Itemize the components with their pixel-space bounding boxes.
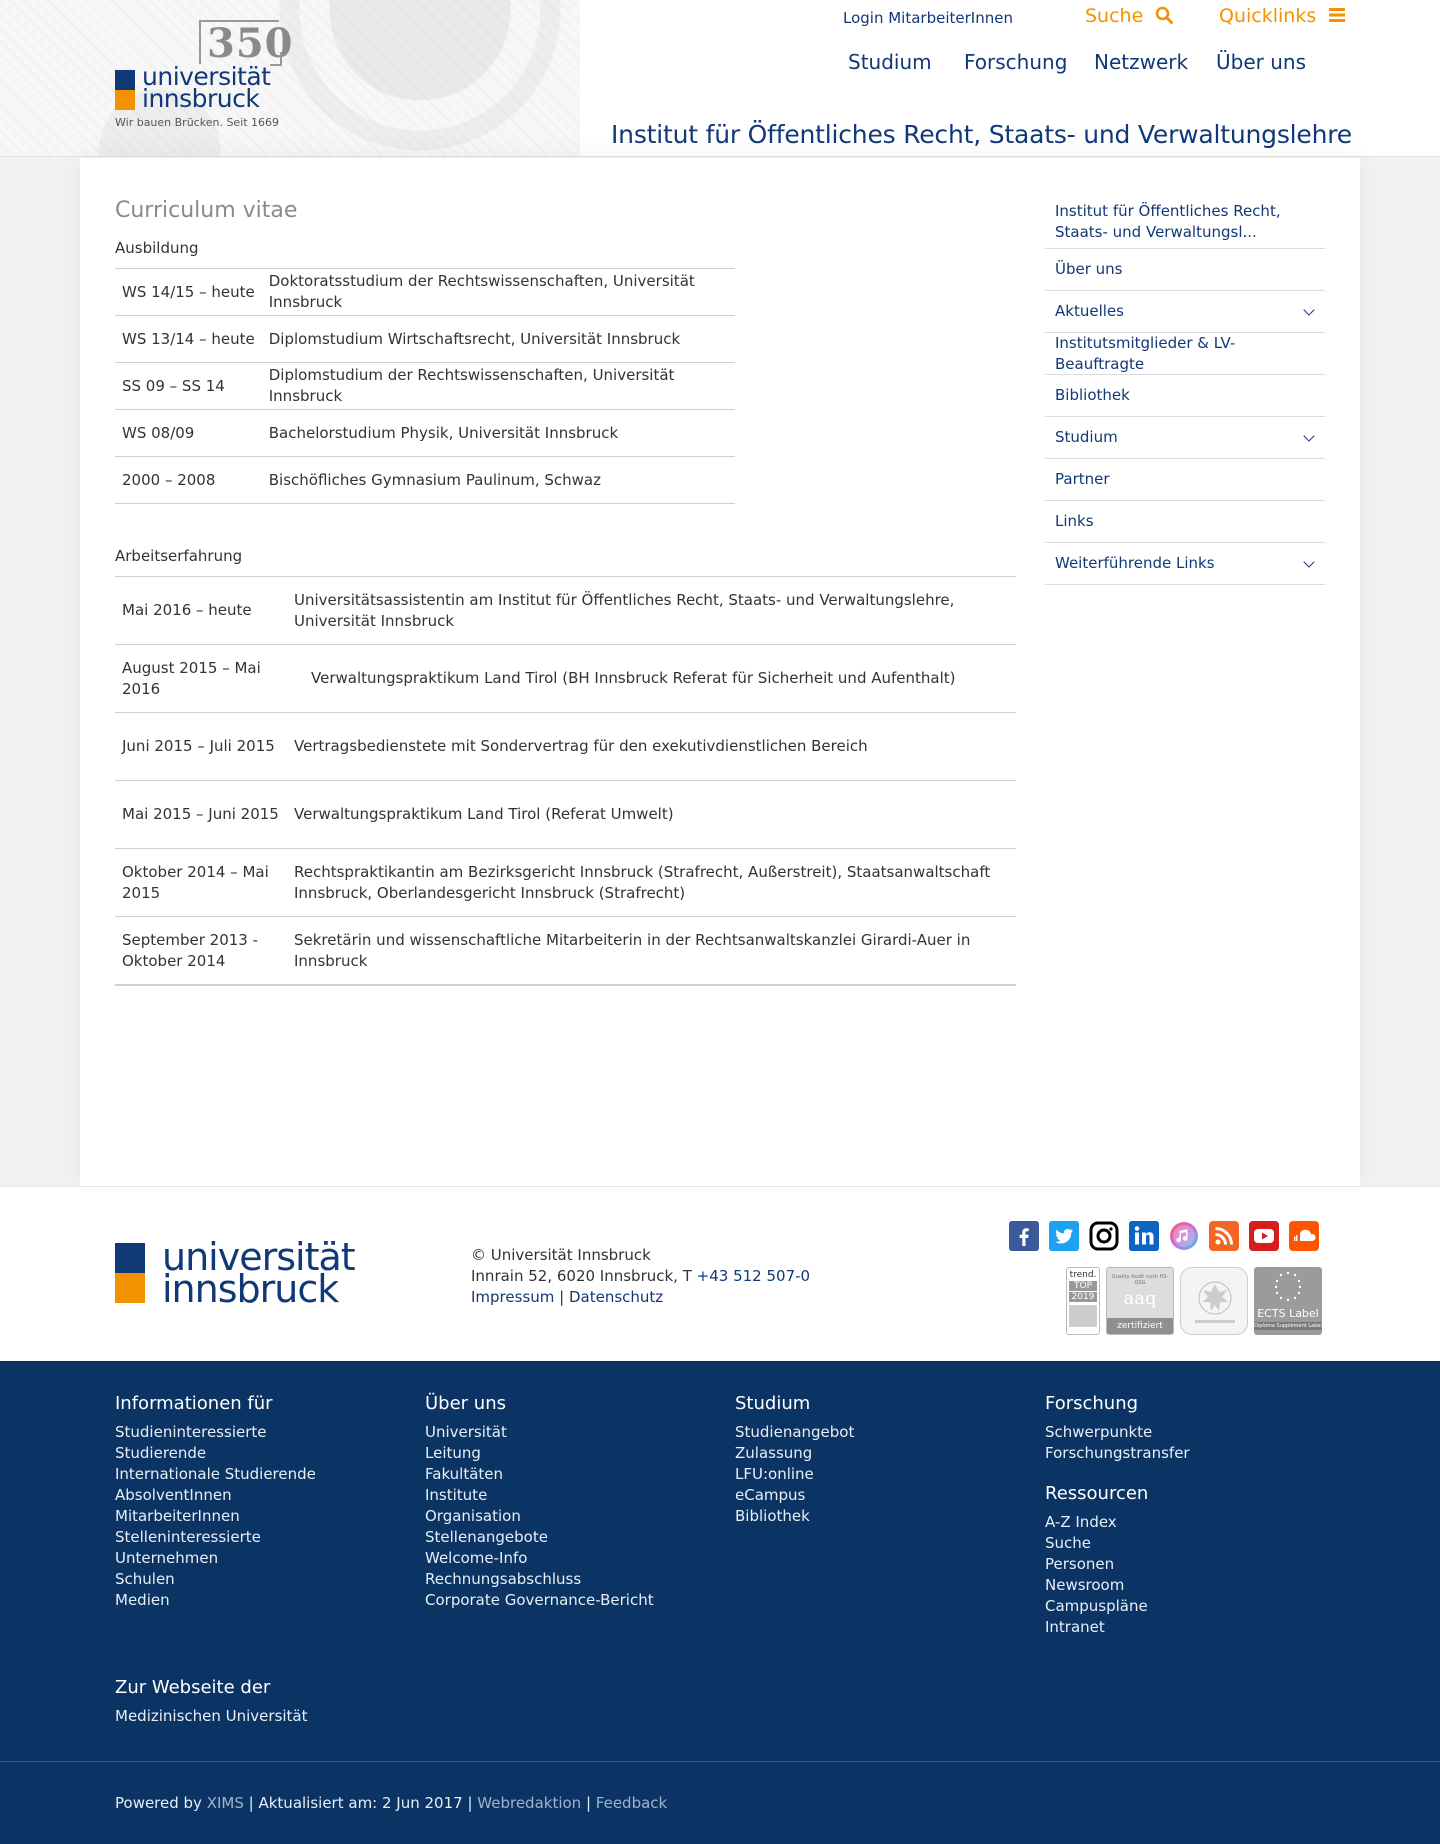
footer-logo-line1: universität — [162, 1235, 355, 1279]
footer-link[interactable]: Corporate Governance-Bericht — [425, 1591, 654, 1609]
education-text: Bachelorstudium Physik, Universität Innsbruck — [268, 423, 619, 442]
aaq-logo: aaq — [1123, 1288, 1157, 1309]
footer-address — [471, 1245, 810, 1308]
work-date: August 2015 – Mai 2016 — [122, 658, 261, 698]
education-date: WS 13/14 – heute — [122, 329, 255, 348]
sidebar-item-label: Aktuelles — [1055, 302, 1124, 320]
footer-link[interactable]: Rechnungsabschluss — [425, 1570, 582, 1588]
sidebar-item-bibliothek[interactable] — [1045, 375, 1325, 417]
trend-year: 2019 — [1069, 1292, 1097, 1302]
logo-blue-square — [115, 1243, 145, 1273]
footer-link[interactable]: Schwerpunkte — [1045, 1423, 1153, 1441]
footer-link[interactable]: LFU:online — [735, 1465, 814, 1483]
trend-top: TOP — [1069, 1281, 1097, 1291]
sidebar-item-label: Institut für Öffentliches Recht, Staats- und Verwaltungsl... — [1055, 202, 1281, 241]
work-date: Juni 2015 – Juli 2015 — [122, 737, 275, 755]
footer-column-title: Über uns — [425, 1393, 506, 1414]
education-table — [115, 268, 735, 504]
quicklinks-label: Quicklinks — [1219, 5, 1317, 27]
footer-link[interactable]: Zulassung — [735, 1444, 813, 1462]
soundcloud-icon[interactable] — [1289, 1221, 1319, 1251]
work-text: Rechtspraktikantin am Bezirksgericht Innsbruck (Strafrecht, Außerstreit), Staatsanwaltschaft Innsbruck, Oberlandesgericht Innsbruck (Strafrecht) — [294, 862, 991, 902]
table-bottom-divider — [115, 985, 1016, 986]
table-row — [115, 457, 735, 504]
footer-column-ueber-uns — [425, 1392, 654, 1611]
footer-link[interactable]: A-Z Index — [1045, 1513, 1117, 1531]
footer-column-studium — [735, 1392, 854, 1527]
footer-link[interactable]: Leitung — [425, 1444, 481, 1462]
feedback-link[interactable]: Feedback — [595, 1794, 668, 1812]
rss-icon[interactable] — [1209, 1221, 1239, 1251]
table-row — [115, 781, 1016, 849]
work-date: September 2013 - Oktober 2014 — [122, 930, 259, 970]
logo-wordmark-line1: universität — [142, 62, 271, 91]
work-text: Sekretärin und wissenschaftliche Mitarbeiterin in der Rechtsanwaltskanzlei Girardi-Auer in Innsbruck — [294, 930, 971, 970]
sidebar-item-label: Partner — [1055, 470, 1110, 488]
page-title: Curriculum vitae — [115, 198, 298, 223]
trend-top-2019-badge — [1066, 1267, 1100, 1335]
footer-link[interactable]: Internationale Studierende — [115, 1465, 316, 1483]
logo-orange-square — [115, 90, 135, 110]
eagle-seal-icon — [1180, 1267, 1248, 1335]
footer-link[interactable]: Studieninteressierte — [115, 1423, 267, 1441]
legal-separator: | — [554, 1288, 569, 1306]
aaq-status: zertifiziert — [1107, 1318, 1173, 1334]
footer-column-title: Studium — [735, 1393, 811, 1414]
table-row — [115, 917, 1016, 985]
ects-label: ECTS Label — [1257, 1307, 1319, 1320]
education-date: SS 09 – SS 14 — [122, 376, 225, 395]
chevron-down-icon[interactable] — [1303, 430, 1314, 441]
work-date: Mai 2016 – heute — [122, 601, 252, 619]
work-experience-table — [115, 576, 1016, 985]
aaq-certificate-badge — [1106, 1267, 1174, 1335]
login-link[interactable]: Login MitarbeiterInnen — [843, 9, 1013, 27]
chevron-down-icon[interactable] — [1303, 556, 1314, 567]
sidebar-item-ueber-uns[interactable] — [1045, 249, 1325, 291]
logo-wordmark-line2: innsbruck — [142, 84, 260, 113]
education-date: WS 08/09 — [122, 423, 195, 442]
footer-link[interactable]: eCampus — [735, 1486, 806, 1504]
footer-links — [0, 1361, 1440, 1844]
site-header — [0, 0, 1440, 157]
twitter-icon[interactable] — [1049, 1221, 1079, 1251]
footer-link[interactable]: MitarbeiterInnen — [115, 1507, 240, 1525]
webredaktion-link[interactable]: Webredaktion — [477, 1794, 582, 1812]
footer-link[interactable]: Schulen — [115, 1570, 175, 1588]
search-label: Suche — [1085, 5, 1144, 27]
powered-by-line — [115, 1794, 667, 1812]
footer-link[interactable]: Stelleninteressierte — [115, 1528, 261, 1546]
updated-text: | Aktualisiert am: 2 Jun 2017 | — [243, 1794, 478, 1812]
youtube-icon[interactable] — [1249, 1221, 1279, 1251]
footer-info — [0, 1186, 1440, 1361]
footer-column-title: Ressourcen — [1045, 1483, 1149, 1504]
table-row — [115, 713, 1016, 781]
powered-separator: | — [581, 1794, 596, 1812]
nav-studium[interactable]: Studium — [848, 50, 932, 74]
table-row — [115, 269, 735, 316]
copyright: © Universität Innsbruck — [471, 1246, 651, 1264]
xims-link[interactable]: XIMS — [206, 1794, 244, 1812]
quicklinks-button[interactable] — [1219, 5, 1346, 27]
table-row — [115, 645, 1016, 713]
social-links — [1009, 1221, 1319, 1251]
ects-sub: Diploma Supplement Label — [1254, 1323, 1322, 1329]
sidebar-item-institutsmitglieder[interactable] — [1045, 333, 1325, 375]
footer-link[interactable]: Medien — [115, 1591, 170, 1609]
footer-link[interactable]: Unternehmen — [115, 1549, 219, 1567]
hamburger-menu-icon — [1328, 6, 1346, 24]
work-experience-heading: Arbeitserfahrung — [115, 547, 243, 565]
footer-link[interactable]: Fakultäten — [425, 1465, 504, 1483]
sidebar-item-institut[interactable] — [1045, 194, 1325, 249]
footer-link[interactable]: Universität — [425, 1423, 507, 1441]
education-date: 2000 – 2008 — [122, 470, 216, 489]
sidebar-item-aktuelles[interactable] — [1045, 291, 1325, 333]
top-links — [0, 6, 1440, 36]
facebook-icon[interactable] — [1009, 1221, 1039, 1251]
ects-label-badge — [1254, 1267, 1322, 1335]
footer-column-title: Zur Webseite der — [115, 1677, 271, 1698]
footer-link[interactable]: Institute — [425, 1486, 488, 1504]
nav-netzwerk[interactable]: Netzwerk — [1094, 50, 1189, 74]
nav-ueber-uns[interactable]: Über uns — [1216, 50, 1306, 74]
linkedin-icon[interactable] — [1129, 1221, 1159, 1251]
legal-links — [471, 1287, 810, 1308]
sidebar-item-label: Studium — [1055, 428, 1118, 446]
education-text: Doktoratsstudium der Rechtswissenschaften, Universität Innsbruck — [268, 272, 695, 311]
work-text: Vertragsbedienstete mit Sondervertrag für den exekutivdienstlichen Bereich — [294, 737, 868, 755]
work-date: Oktober 2014 – Mai 2015 — [122, 862, 269, 902]
footer-column-title: Forschung — [1045, 1393, 1139, 1414]
medizinische-universitaet-link[interactable]: Medizinischen Universität — [115, 1707, 308, 1725]
footer-link[interactable]: Welcome-Info — [425, 1549, 528, 1567]
search-button[interactable] — [1085, 5, 1173, 27]
footer-link[interactable]: Forschungstransfer — [1045, 1444, 1190, 1462]
table-row — [115, 849, 1016, 917]
impressum-link[interactable]: Impressum — [471, 1288, 555, 1306]
work-date: Mai 2015 – Juni 2015 — [122, 805, 279, 823]
footer-link[interactable]: AbsolventInnen — [115, 1486, 232, 1504]
table-row — [115, 316, 735, 363]
sidebar-item-partner[interactable] — [1045, 459, 1325, 501]
sidebar-item-label: Bibliothek — [1055, 386, 1130, 404]
sidebar-item-label: Über uns — [1055, 260, 1123, 278]
footer-link[interactable]: Organisation — [425, 1507, 521, 1525]
sidebar-item-label: Links — [1055, 512, 1094, 530]
footer-link[interactable]: Newsroom — [1045, 1576, 1125, 1594]
footer-link[interactable]: Studierende — [115, 1444, 207, 1462]
table-row — [115, 410, 735, 457]
institute-title[interactable]: Institut für Öffentliches Recht, Staats- und Verwaltungslehre — [611, 120, 1352, 149]
sidebar-item-studium[interactable] — [1045, 417, 1325, 459]
anniversary-350-badge: 350 — [199, 20, 279, 64]
education-heading: Ausbildung — [115, 239, 199, 257]
aaq-title: Quality Audit nach HS-QSG — [1111, 1274, 1169, 1286]
address: Innrain 52, 6020 Innsbruck, T — [471, 1267, 697, 1285]
footer-column-informationen — [115, 1392, 316, 1611]
nav-forschung[interactable]: Forschung — [964, 50, 1068, 74]
sidebar-navigation — [1045, 194, 1325, 585]
sidebar-item-label: Institutsmitglieder & LV-Beauftragte — [1055, 333, 1236, 373]
footer-zur-webseite — [115, 1676, 308, 1727]
education-text: Bischöfliches Gymnasium Paulinum, Schwaz — [268, 470, 601, 489]
logo-orange-square — [115, 1273, 145, 1303]
sidebar-item-links[interactable] — [1045, 501, 1325, 543]
footer-university-logo[interactable] — [115, 1235, 375, 1311]
table-row — [115, 363, 735, 410]
work-text: Verwaltungspraktikum Land Tirol (BH Innsbruck Referat für Sicherheit und Aufenthalt) — [311, 669, 956, 687]
education-text: Diplomstudium der Rechtswissenschaften, Universität Innsbruck — [268, 366, 675, 405]
search-icon — [1155, 6, 1173, 24]
footer-link[interactable]: Studienangebot — [735, 1423, 855, 1441]
address-line — [471, 1266, 810, 1287]
footer-link[interactable]: Campuspläne — [1045, 1597, 1148, 1615]
table-row — [115, 577, 1016, 645]
work-text: Universitätsassistentin am Institut für Öffentliches Recht, Staats- und Verwaltungslehre, Universität Innsbruck — [294, 590, 955, 630]
work-text: Verwaltungspraktikum Land Tirol (Referat Umwelt) — [294, 805, 674, 823]
footer-link[interactable]: Stellenangebote — [425, 1528, 548, 1546]
footer-column-title: Informationen für — [115, 1393, 273, 1414]
certificates — [1066, 1267, 1322, 1335]
main-navigation — [0, 50, 1440, 80]
footer-link[interactable]: Personen — [1045, 1555, 1115, 1573]
sidebar-item-weiterfuehrende-links[interactable] — [1045, 543, 1325, 585]
datenschutz-link[interactable]: Datenschutz — [568, 1288, 664, 1306]
instagram-icon[interactable] — [1089, 1221, 1119, 1251]
footer-logo-line2: innsbruck — [162, 1267, 339, 1311]
trend-label: trend. — [1069, 1270, 1097, 1280]
itunes-icon[interactable] — [1169, 1221, 1199, 1251]
footer-divider — [0, 1761, 1440, 1762]
footer-link[interactable]: Intranet — [1045, 1618, 1105, 1636]
footer-link[interactable]: Bibliothek — [735, 1507, 810, 1525]
footer-column-forschung — [1045, 1392, 1190, 1638]
main-content — [80, 158, 1360, 1186]
footer-link[interactable]: Suche — [1045, 1534, 1092, 1552]
logo-tagline: Wir bauen Brücken. Seit 1669 — [115, 116, 280, 129]
phone-link[interactable]: +43 512 507-0 — [696, 1267, 811, 1285]
chevron-down-icon[interactable] — [1303, 304, 1314, 315]
education-text: Diplomstudium Wirtschaftsrecht, Universität Innsbruck — [268, 329, 681, 348]
powered-prefix: Powered by — [115, 1794, 207, 1812]
sidebar-item-label: Weiterführende Links — [1055, 554, 1215, 572]
education-date: WS 14/15 – heute — [122, 282, 255, 301]
